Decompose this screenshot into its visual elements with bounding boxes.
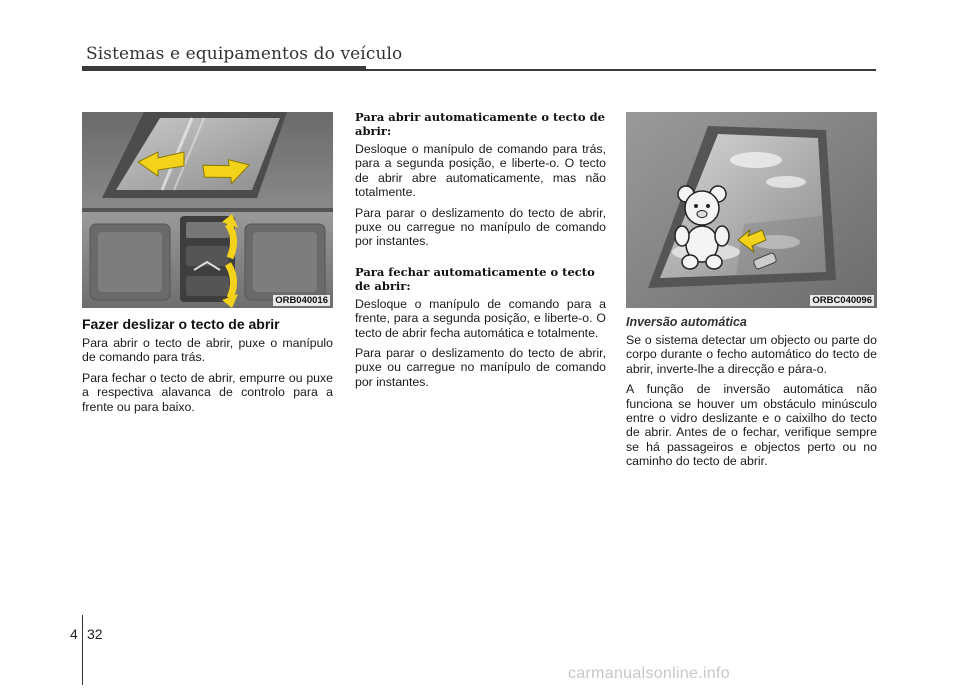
column-2	[355, 110, 606, 395]
image-caption: ORB040016	[275, 295, 328, 306]
image-caption: ORBC040096	[812, 295, 872, 306]
paragraph: Para parar o deslizamento do tecto de abrir, puxe ou carregue no manípulo de comando por instantes.	[355, 346, 606, 389]
sunroof-control-illustration	[82, 112, 333, 308]
header-rule-thin	[366, 69, 876, 71]
auto-reverse-illustration	[626, 112, 877, 308]
watermark: carmanualsonline.info	[568, 665, 730, 682]
column-3	[626, 112, 877, 475]
footer-rule	[82, 615, 83, 685]
section-heading: Fazer deslizar o tecto de abrir	[82, 316, 280, 332]
chapter-number: 4	[70, 626, 78, 642]
paragraph: Para fechar o tecto de abrir, empurre ou puxe a respectiva alavanca de controlo para a frente ou para baixo.	[82, 370, 333, 414]
paragraph: A função de inversão automática não funciona se houver um obstáculo minúsculo entre o vidro deslizante e o caixilho do tecto de abrir. Antes de o fechar, verifique sempre se há passageiros e objectos perto ou no caminho do tecto de abrir.	[626, 382, 877, 469]
auto-open-heading: Para abrir automaticamente o tecto de abrir:	[355, 110, 605, 138]
paragraph: Para parar o deslizamento do tecto de abrir, puxe ou carregue no manípulo de comando por instantes.	[355, 205, 606, 249]
paragraph: Desloque o manípulo de comando para trás, para a segunda posição, e liberte-o. O tecto de abrir abre automaticamente, mas não totalmente.	[355, 142, 606, 200]
auto-reverse-photo	[626, 112, 877, 308]
paragraph: Para abrir o tecto de abrir, puxe o manípulo de comando para trás.	[82, 336, 333, 365]
column-1	[82, 112, 333, 420]
header-rule-thick	[82, 66, 366, 71]
section-heading: Inversão automática	[626, 315, 747, 329]
sunroof-control-photo	[82, 112, 333, 308]
running-header: Sistemas e equipamentos do veículo	[86, 44, 403, 64]
paragraph: Desloque o manípulo de comando para a frente, para a segunda posição, e liberte-o. O tecto de abrir fecha automática e totalmente.	[355, 296, 606, 340]
page-number: 32	[87, 626, 103, 642]
auto-close-heading: Para fechar automaticamente o tecto de abrir:	[355, 264, 595, 293]
paragraph: Se o sistema detectar um objecto ou parte do corpo durante o fecho automático do tecto de abrir, inverte-lhe a direcção e pára-o.	[626, 333, 877, 376]
